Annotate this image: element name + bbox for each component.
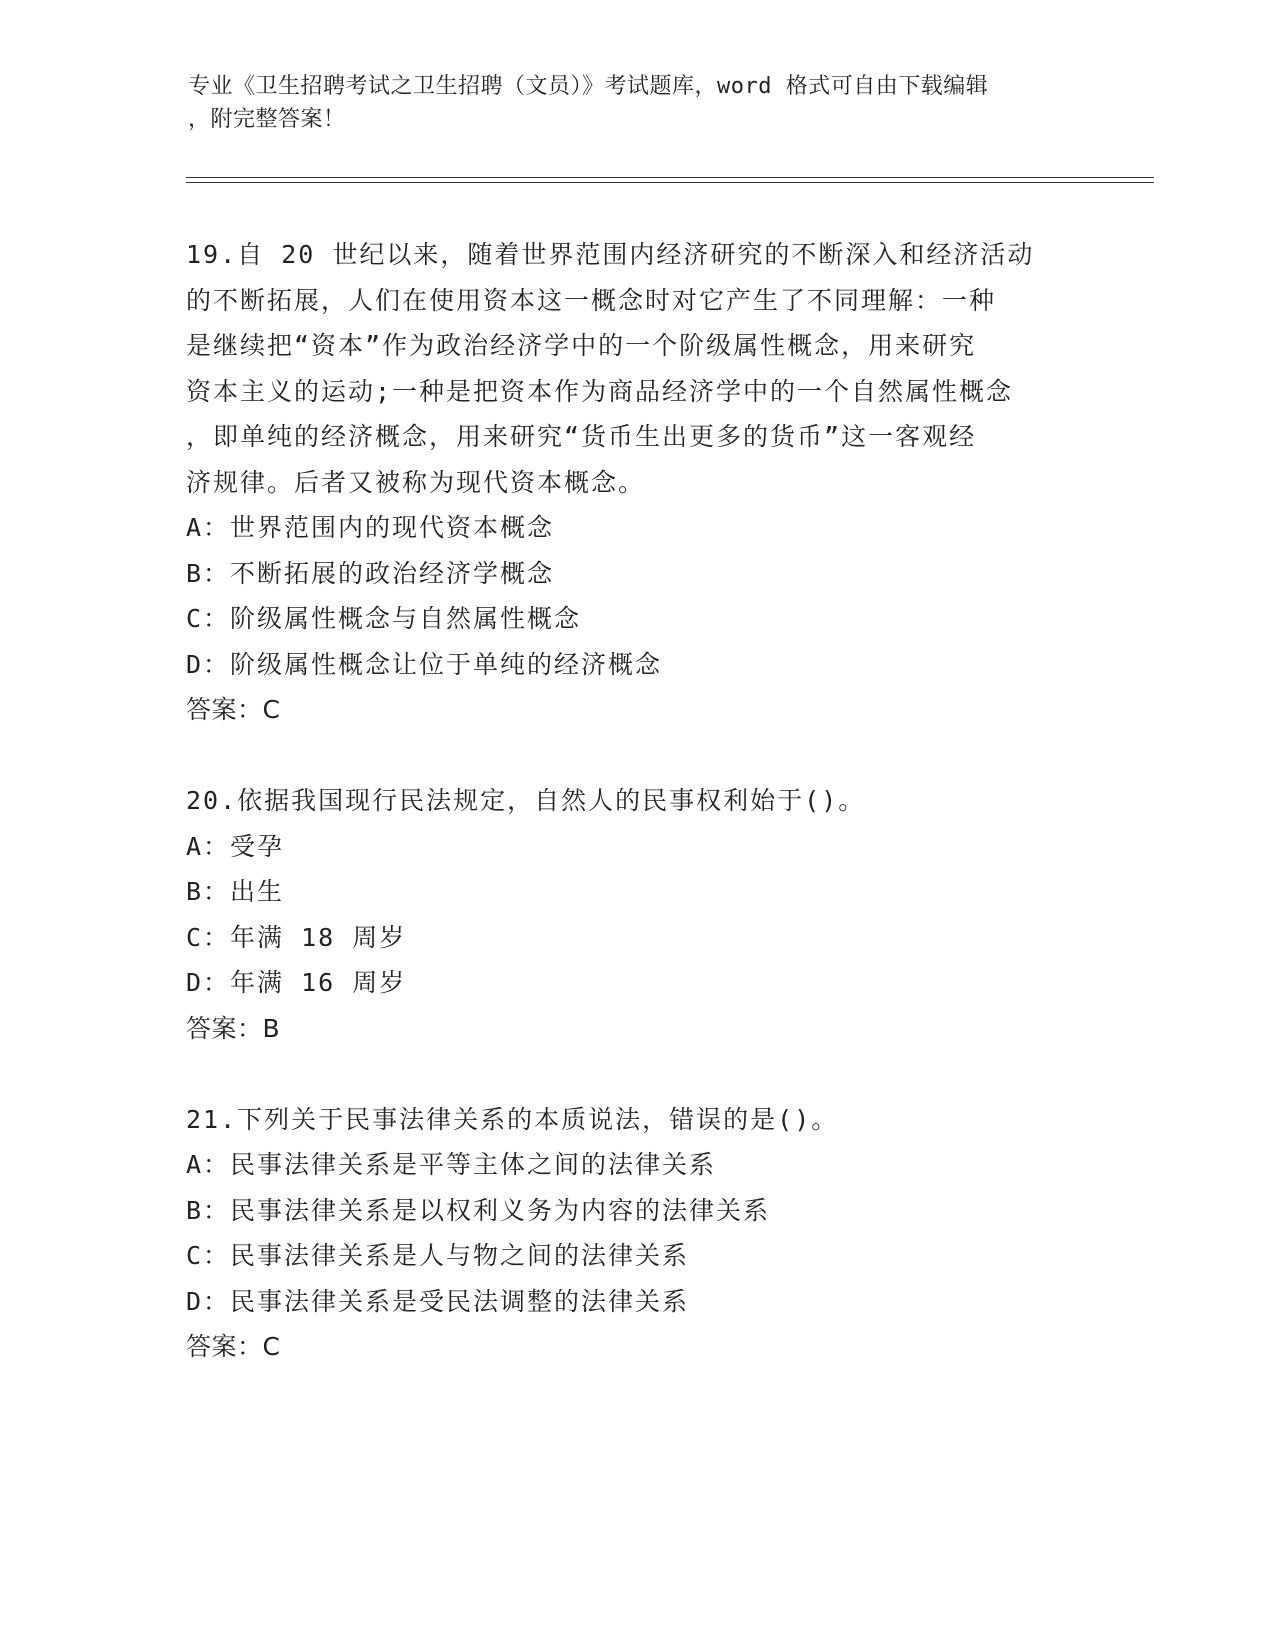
option-b: B：不断拓展的政治经济学概念 bbox=[186, 558, 555, 588]
question-stem-line: ，即单纯的经济概念，用来研究“货币生出更多的货币”这一客观经 bbox=[186, 422, 977, 451]
option-c: C：阶级属性概念与自然属性概念 bbox=[186, 604, 582, 633]
answer-label: 答案：B bbox=[186, 1013, 281, 1043]
option-d: D：阶级属性概念让位于单纯的经济概念 bbox=[186, 649, 663, 679]
option-d: D：民事法律关系是受民法调整的法律关系 bbox=[186, 1286, 690, 1316]
answer-label: 答案：C bbox=[186, 1332, 281, 1361]
question-21 bbox=[186, 1097, 1086, 1370]
header-divider-bottom bbox=[186, 182, 1154, 183]
option-b: B：出生 bbox=[186, 877, 285, 906]
option-c: C：民事法律关系是人与物之间的法律关系 bbox=[186, 1241, 690, 1270]
option-a: A：受孕 bbox=[186, 831, 285, 861]
question-stem-line: 21.下列关于民事法律关系的本质说法，错误的是()。 bbox=[186, 1104, 839, 1134]
header-line: 专业《卫生招聘考试之卫生招聘（文员）》考试题库，word 格式可自由下载编辑 bbox=[188, 74, 989, 99]
page-header bbox=[188, 70, 1088, 136]
option-a: A：世界范围内的现代资本概念 bbox=[186, 513, 555, 542]
question-19 bbox=[186, 232, 1086, 733]
question-stem-line: 20.依据我国现行民法规定，自然人的民事权利始于()。 bbox=[186, 786, 866, 815]
question-stem-line: 是继续把“资本”作为政治经济学中的一个阶级属性概念，用来研究 bbox=[186, 331, 977, 360]
question-20 bbox=[186, 778, 1086, 1051]
option-b: B：民事法律关系是以权利义务为内容的法律关系 bbox=[186, 1195, 771, 1225]
question-stem-line: 的不断拓展，人们在使用资本这一概念时对它产生了不同理解：一种 bbox=[186, 285, 997, 315]
answer-label: 答案：C bbox=[186, 695, 281, 724]
option-c: C：年满 18 周岁 bbox=[186, 922, 407, 952]
question-stem-line: 19.自 20 世纪以来，随着世界范围内经济研究的不断深入和经济活动 bbox=[186, 240, 1035, 269]
header-divider-top bbox=[186, 177, 1154, 178]
question-stem-line: 资本主义的运动;一种是把资本作为商品经济学中的一个自然属性概念 bbox=[186, 376, 1014, 406]
header-line: ，附完整答案！ bbox=[188, 107, 346, 132]
option-d: D：年满 16 周岁 bbox=[186, 968, 407, 997]
question-stem-line: 济规律。后者又被称为现代资本概念。 bbox=[186, 467, 646, 497]
question-list bbox=[186, 232, 1086, 1370]
option-a: A：民事法律关系是平等主体之间的法律关系 bbox=[186, 1150, 717, 1179]
